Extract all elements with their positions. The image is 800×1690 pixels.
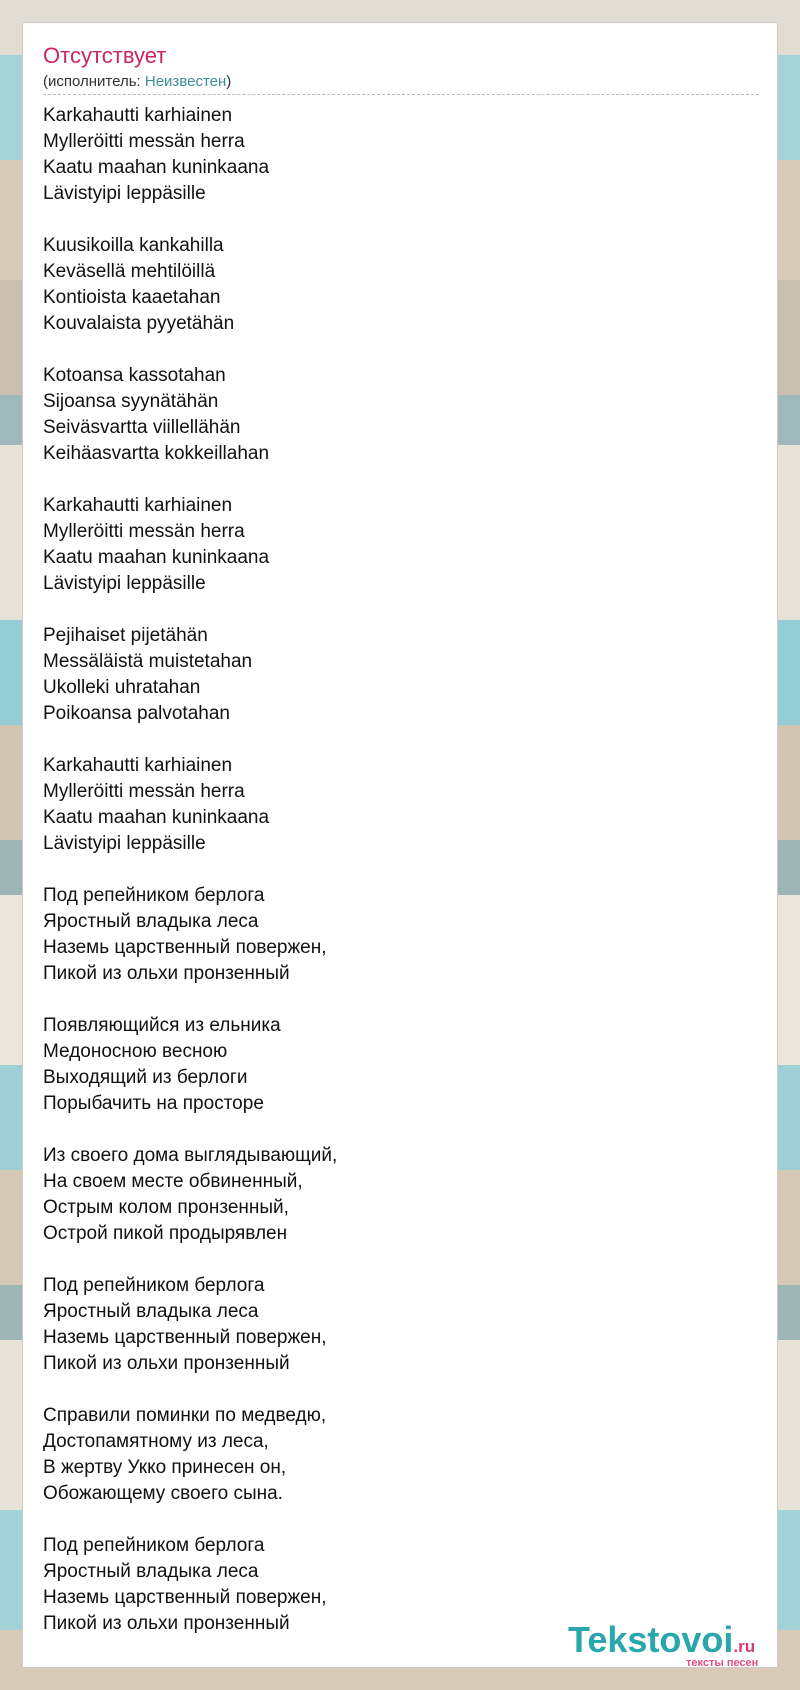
lyrics-line: Наземь царственный повержен, (43, 1327, 327, 1348)
lyrics-line: Karkahautti karhiainen (43, 755, 233, 776)
lyrics-line: Keihäasvartta kokkeillahan (43, 443, 270, 464)
lyrics-line: Порыбачить на просторе (43, 1093, 264, 1114)
lyrics-text (43, 103, 743, 1663)
lyrics-stanza (43, 1273, 743, 1377)
lyrics-line: Lävistyipi leppäsille (43, 833, 206, 854)
lyrics-line: Пикой из ольхи пронзенный (43, 963, 290, 984)
lyrics-line: Достопамятному из леса, (43, 1431, 269, 1452)
lyrics-line: Яростный владыка леса (43, 911, 259, 932)
lyrics-line: Karkahautti karhiainen (43, 495, 233, 516)
lyrics-line: Poikoansa palvotahan (43, 703, 230, 724)
lyrics-line: Seiväsvartta viillellähän (43, 417, 241, 438)
lyrics-line: На своем месте обвиненный, (43, 1171, 303, 1192)
performer-line (43, 73, 231, 91)
lyrics-line: Обожающему своего сына. (43, 1483, 283, 1504)
lyrics-line: Kaatu maahan kuninkaana (43, 547, 270, 568)
lyrics-line: Mylleröitti messän herra (43, 781, 245, 802)
lyrics-line: Яростный владыка леса (43, 1561, 259, 1582)
lyrics-line: Messäläistä muistetahan (43, 651, 253, 672)
lyrics-line: Kouvalaista pyyetähän (43, 313, 235, 334)
lyrics-line: Kotoansa kassotahan (43, 365, 226, 386)
lyrics-stanza (43, 1143, 743, 1247)
lyrics-line: Появляющийся из ельника (43, 1015, 281, 1036)
lyrics-line: Острой пикой продырявлен (43, 1223, 288, 1244)
performer-suffix: ) (226, 73, 232, 90)
lyrics-line: Kuusikoilla kankahilla (43, 235, 224, 256)
lyrics-line: Пикой из ольхи пронзенный (43, 1353, 290, 1374)
lyrics-stanza (43, 1013, 743, 1117)
lyrics-line: Pejihaiset pijetähän (43, 625, 208, 646)
lyrics-line: Lävistyipi leppäsille (43, 573, 206, 594)
logo-tld: .ru (733, 1637, 756, 1656)
lyrics-line: Под репейником берлога (43, 1275, 265, 1296)
lyrics-stanza (43, 1403, 743, 1507)
lyrics-line: Karkahautti karhiainen (43, 105, 233, 126)
lyrics-line: Kaatu maahan kuninkaana (43, 157, 270, 178)
lyrics-line: В жертву Укко принесен он, (43, 1457, 287, 1478)
lyrics-stanza (43, 233, 743, 337)
lyrics-line: Яростный владыка леса (43, 1301, 259, 1322)
lyrics-line: Sijoansa syynätähän (43, 391, 219, 412)
site-logo[interactable] (568, 1621, 768, 1671)
lyrics-line: Lävistyipi leppäsille (43, 183, 206, 204)
lyrics-line: Наземь царственный повержен, (43, 1587, 327, 1608)
performer-prefix: (исполнитель: (43, 73, 145, 90)
lyrics-card (22, 22, 778, 1668)
lyrics-stanza (43, 363, 743, 467)
lyrics-line: Под репейником берлога (43, 1535, 265, 1556)
lyrics-stanza (43, 623, 743, 727)
lyrics-line: Из своего дома выглядывающий, (43, 1145, 338, 1166)
lyrics-line: Выходящий из берлоги (43, 1067, 248, 1088)
lyrics-stanza (43, 493, 743, 597)
artist-link[interactable]: Неизвестен (144, 73, 227, 90)
logo-subtitle: тексты песен (686, 1657, 759, 1669)
logo-name: Tekstovoi (568, 1619, 734, 1660)
lyrics-stanza (43, 883, 743, 987)
lyrics-line: Ukolleki uhratahan (43, 677, 201, 698)
lyrics-line: Kontioista kaaetahan (43, 287, 221, 308)
lyrics-line: Keväsellä mehtilöillä (43, 261, 216, 282)
lyrics-line: Медоносною весною (43, 1041, 228, 1062)
title-divider (43, 94, 759, 95)
lyrics-stanza (43, 753, 743, 857)
song-title: Отсутствует (43, 43, 167, 68)
lyrics-line: Пикой из ольхи пронзенный (43, 1613, 290, 1634)
lyrics-line: Под репейником берлога (43, 885, 265, 906)
lyrics-line: Mylleröitti messän herra (43, 131, 245, 152)
lyrics-line: Kaatu maahan kuninkaana (43, 807, 270, 828)
lyrics-line: Наземь царственный повержен, (43, 937, 327, 958)
lyrics-stanza (43, 103, 743, 207)
lyrics-line: Справили поминки по медведю, (43, 1405, 327, 1426)
lyrics-line: Острым колом пронзенный, (43, 1197, 289, 1218)
lyrics-line: Mylleröitti messän herra (43, 521, 245, 542)
